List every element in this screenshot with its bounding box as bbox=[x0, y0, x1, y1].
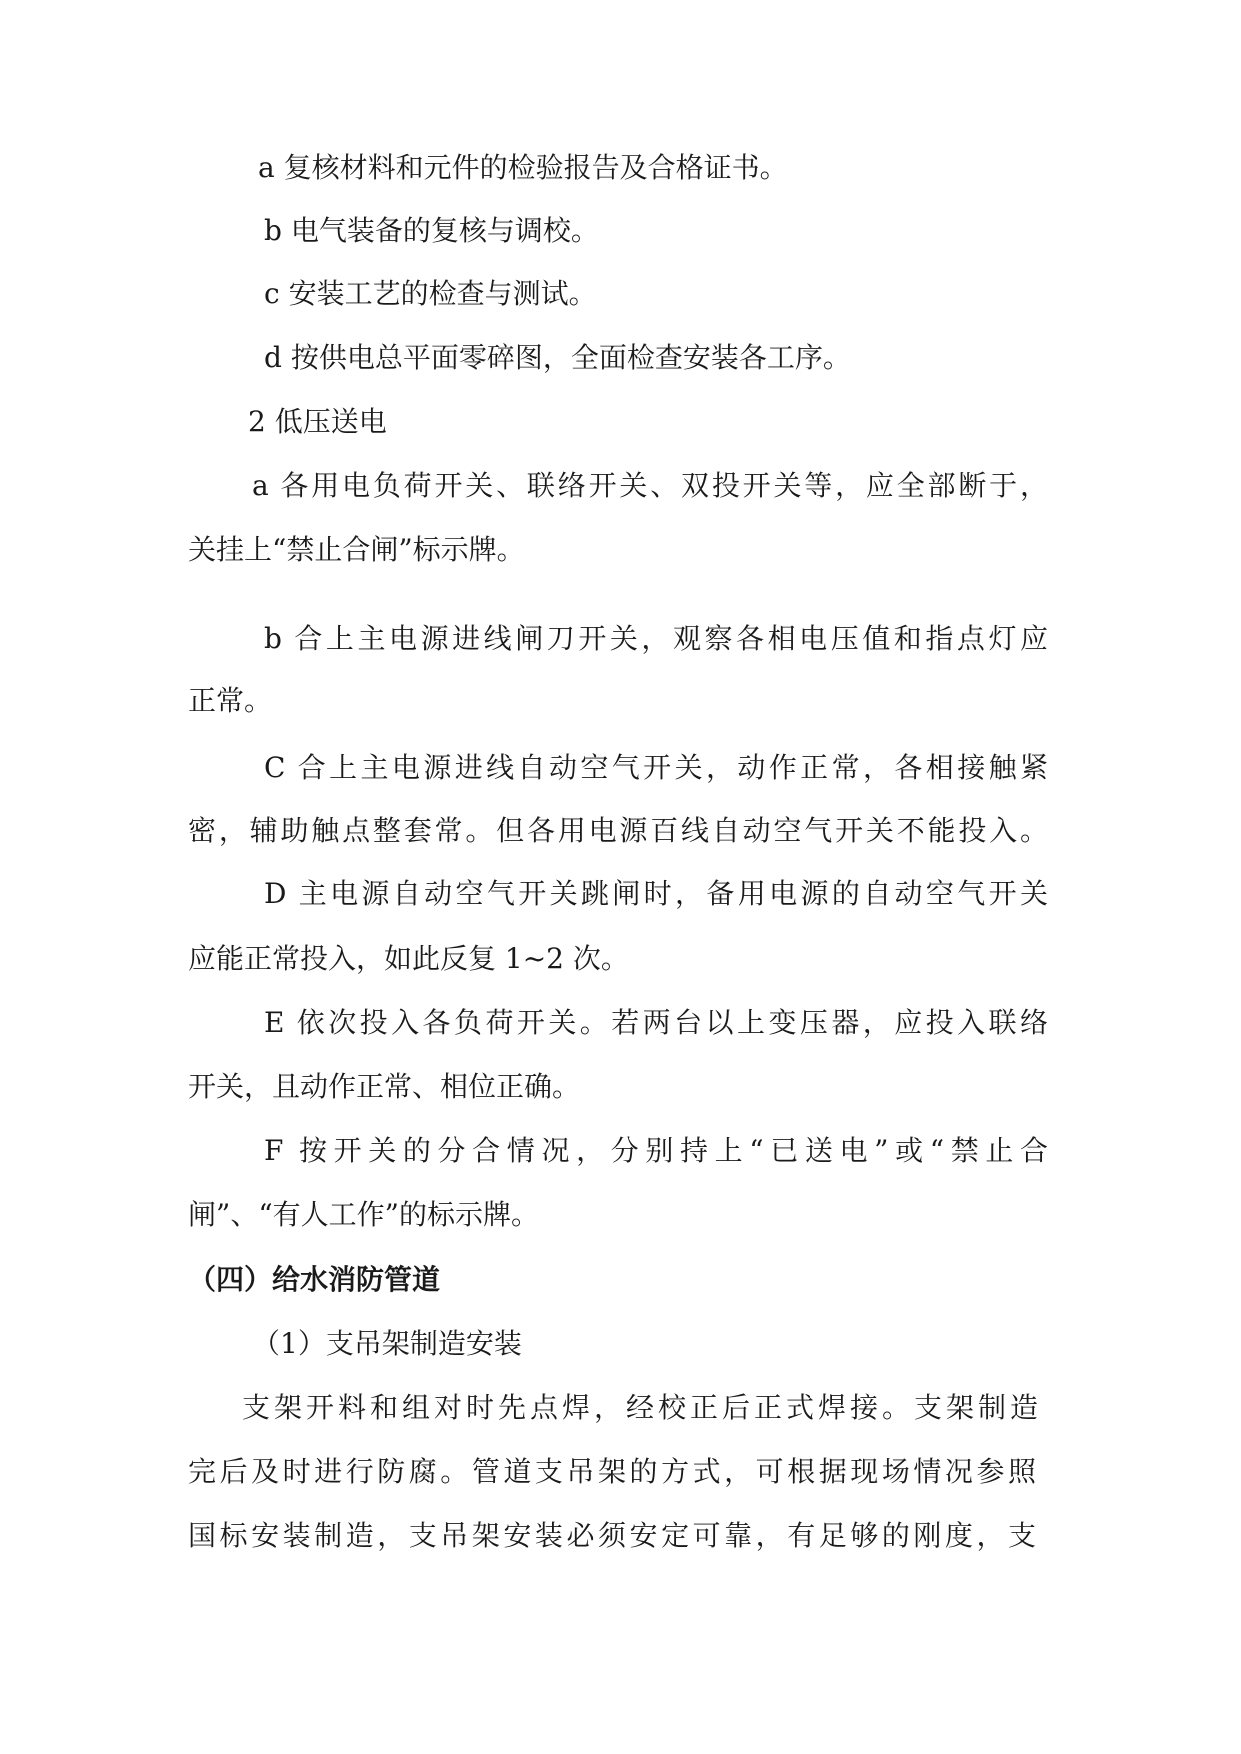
text-line-16: F 按开关的分合情况，分别持上“已送电”或“禁止合 bbox=[264, 1134, 1048, 1167]
section-heading-water-fire-pipe: （四）给水消防管道 bbox=[188, 1263, 441, 1296]
text-line-9: 正常。 bbox=[188, 684, 273, 717]
text-line-1: a 复核材料和元件的检验报告及合格证书。 bbox=[258, 151, 788, 184]
text-line-11: 密，辅助触点整套常。但各用电源百线自动空气开关不能投入。 bbox=[188, 814, 1048, 847]
text-line-15: 开关，且动作正常、相位正确。 bbox=[188, 1070, 581, 1103]
text-line-20: 支架开料和组对时先点焊，经校正后正式焊接。支架制造 bbox=[242, 1391, 1038, 1424]
text-line-3: c 安装工艺的检查与测试。 bbox=[264, 277, 597, 310]
text-line-13: 应能正常投入，如此反复 1~2 次。 bbox=[188, 942, 629, 975]
text-line-12: D 主电源自动空气开关跳闸时，备用电源的自动空气开关 bbox=[264, 877, 1048, 910]
text-line-22: 国标安装制造，支吊架安装必须安定可靠，有足够的刚度，支 bbox=[188, 1519, 1036, 1552]
text-line-10: C 合上主电源进线自动空气开关，动作正常，各相接触紧 bbox=[264, 751, 1048, 784]
text-line-8: b 合上主电源进线闸刀开关，观察各相电压值和指点灯应 bbox=[264, 622, 1048, 655]
text-line-6: a 各用电负荷开关、联络开关、双投开关等，应全部断于， bbox=[252, 469, 1048, 502]
text-line-14: E 依次投入各负荷开关。若两台以上变压器，应投入联络 bbox=[264, 1006, 1048, 1039]
section-heading-low-voltage: 2 低压送电 bbox=[248, 405, 387, 438]
subsection-heading-support: （1）支吊架制造安装 bbox=[252, 1327, 522, 1360]
text-line-7: 关挂上“禁止合闸”标示牌。 bbox=[188, 533, 525, 566]
text-line-4: d 按供电总平面零碎图，全面检查安装各工序。 bbox=[264, 341, 851, 374]
text-line-2: b 电气装备的复核与调校。 bbox=[264, 214, 599, 247]
text-line-21: 完后及时进行防腐。管道支吊架的方式，可根据现场情况参照 bbox=[188, 1455, 1036, 1488]
text-line-17: 闸”、“有人工作”的标示牌。 bbox=[188, 1198, 539, 1231]
